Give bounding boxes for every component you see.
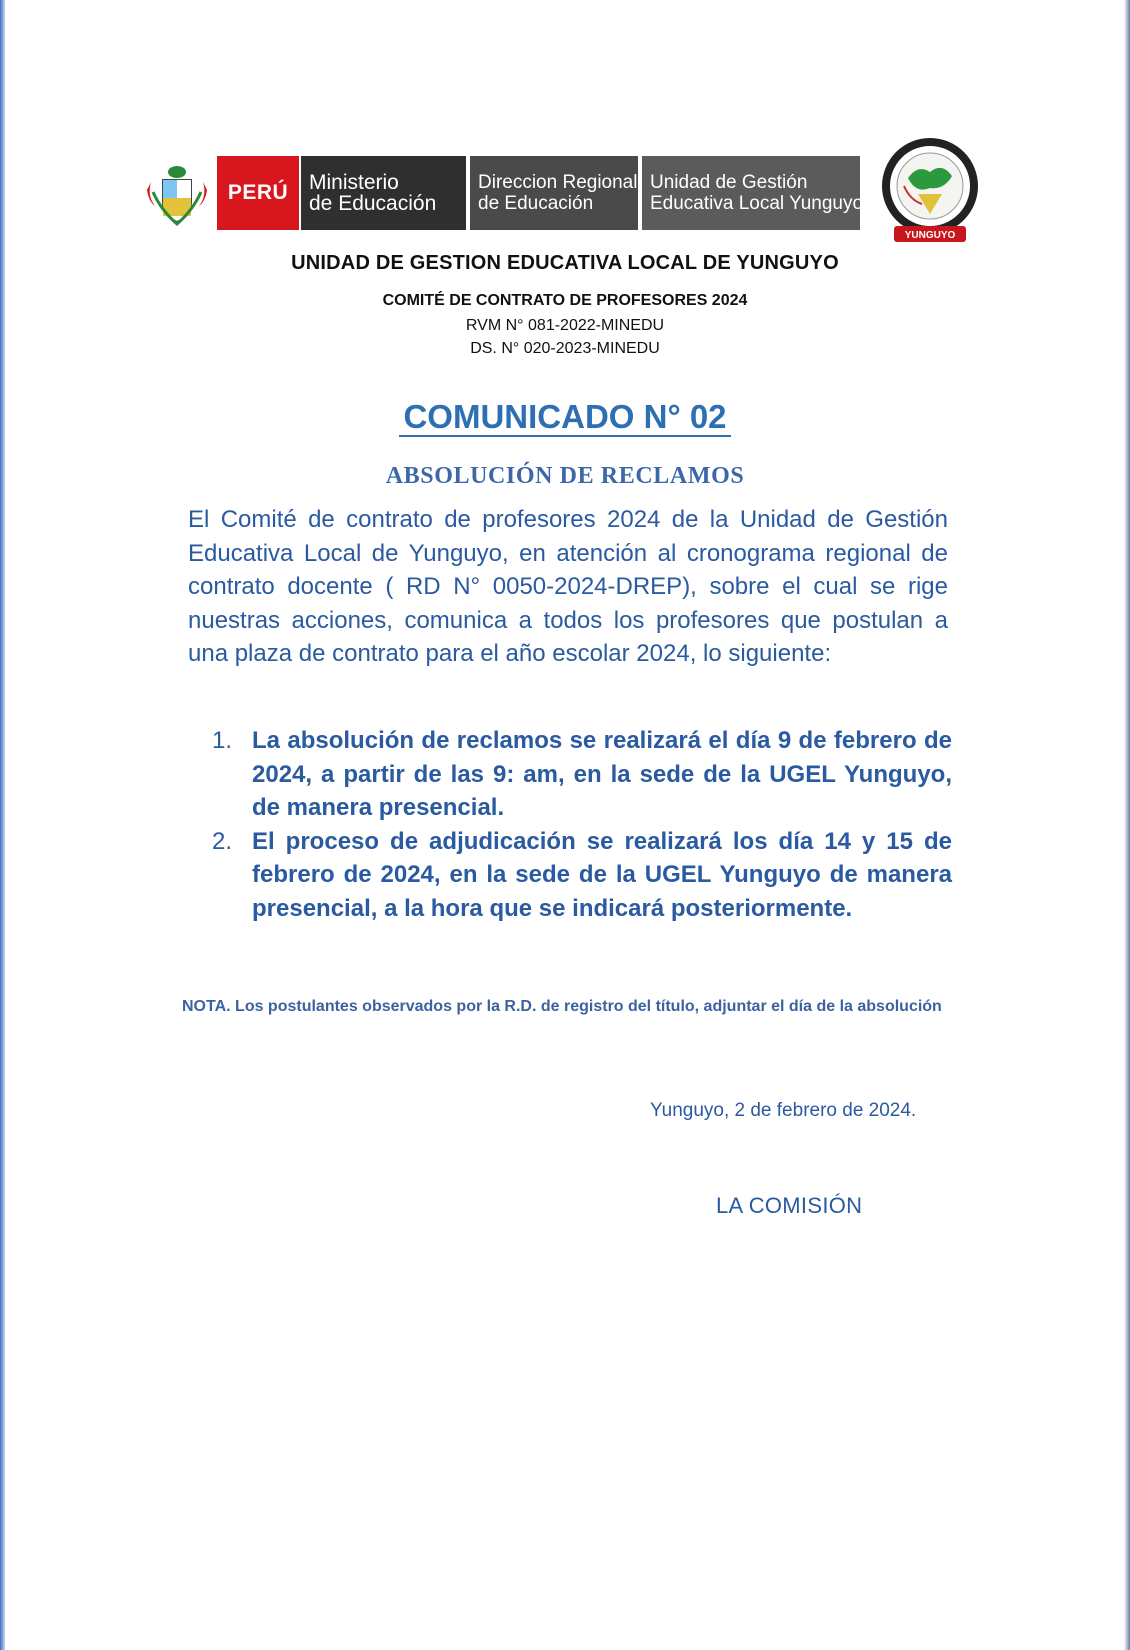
regional-directorate-banner: [470, 156, 638, 230]
legal-reference-2: DS. N° 020-2023-MINEDU: [470, 340, 660, 357]
document-date: Yunguyo, 2 de febrero de 2024.: [650, 1100, 917, 1121]
note-lead: NOTA.: [182, 998, 231, 1015]
peru-brand-label: PERÚ: [217, 156, 299, 230]
scan-edge-left: [0, 0, 5, 1650]
announcement-list: [212, 724, 952, 925]
note-paragraph: [182, 992, 952, 1022]
ugel-yunguyo-seal-icon: [880, 138, 980, 246]
ugel-banner: [642, 156, 864, 230]
ministry-line-1: Ministerio: [309, 171, 399, 194]
scan-edge-right: [1124, 0, 1130, 1650]
peru-coat-of-arms-icon: [145, 162, 209, 228]
ugel-line-2: Educativa Local Yunguyo: [650, 193, 864, 214]
note-text: Los postulantes observados por la R.D. de registro del título, adjuntar el día de la absolución: [230, 998, 942, 1015]
organization-name: UNIDAD DE GESTION EDUCATIVA LOCAL DE YUNGUYO: [291, 252, 839, 274]
list-item: [212, 825, 952, 926]
committee-title: COMITÉ DE CONTRATO DE PROFESORES 2024: [382, 292, 748, 309]
ugel-line-1: Unidad de Gestión: [650, 172, 808, 193]
ministry-banner: [301, 156, 466, 230]
intro-paragraph: El Comité de contrato de profesores 2024 de la Unidad de Gestión Educativa Local de Yunguyo, en atención al cronograma regional de contrato docente ( RD N° 0050-2024-DREP), sobre el cual se rige nuestras acciones, comunica a todos los profesores que postulan a una plaza de contrato para el año escolar 2024, lo siguiente:: [188, 506, 948, 667]
list-item-number: 1.: [212, 727, 233, 754]
signature-line: LA COMISIÓN: [716, 1193, 863, 1218]
list-item: [212, 724, 952, 825]
list-item-text: El proceso de adjudicación se realizará los día 14 y 15 de febrero de 2024, en la sede de la UGEL Yunguyo de manera presencial, a la hora que se indicará posteriormente.: [252, 827, 952, 922]
communique-heading-text: COMUNICADO N° 02: [399, 398, 730, 437]
list-item-text: La absolución de reclamos se realizará el día 9 de febrero de 2024, a partir de las 9: am, en la sede de la UGEL Yunguyo, de manera presencial.: [252, 727, 952, 821]
ministry-line-2: de Educación: [309, 192, 437, 215]
regional-line-2: de Educación: [478, 193, 594, 214]
list-item-number: 2.: [212, 827, 233, 855]
legal-reference-1: RVM N° 081-2022-MINEDU: [465, 317, 665, 334]
regional-line-1: Direccion Regional: [478, 172, 638, 193]
communique-subject: ABSOLUCIÓN DE RECLAMOS: [385, 463, 745, 489]
svg-text:YUNGUYO: YUNGUYO: [904, 230, 956, 241]
communique-heading: [0, 398, 1130, 436]
header-logos: [145, 138, 1005, 248]
